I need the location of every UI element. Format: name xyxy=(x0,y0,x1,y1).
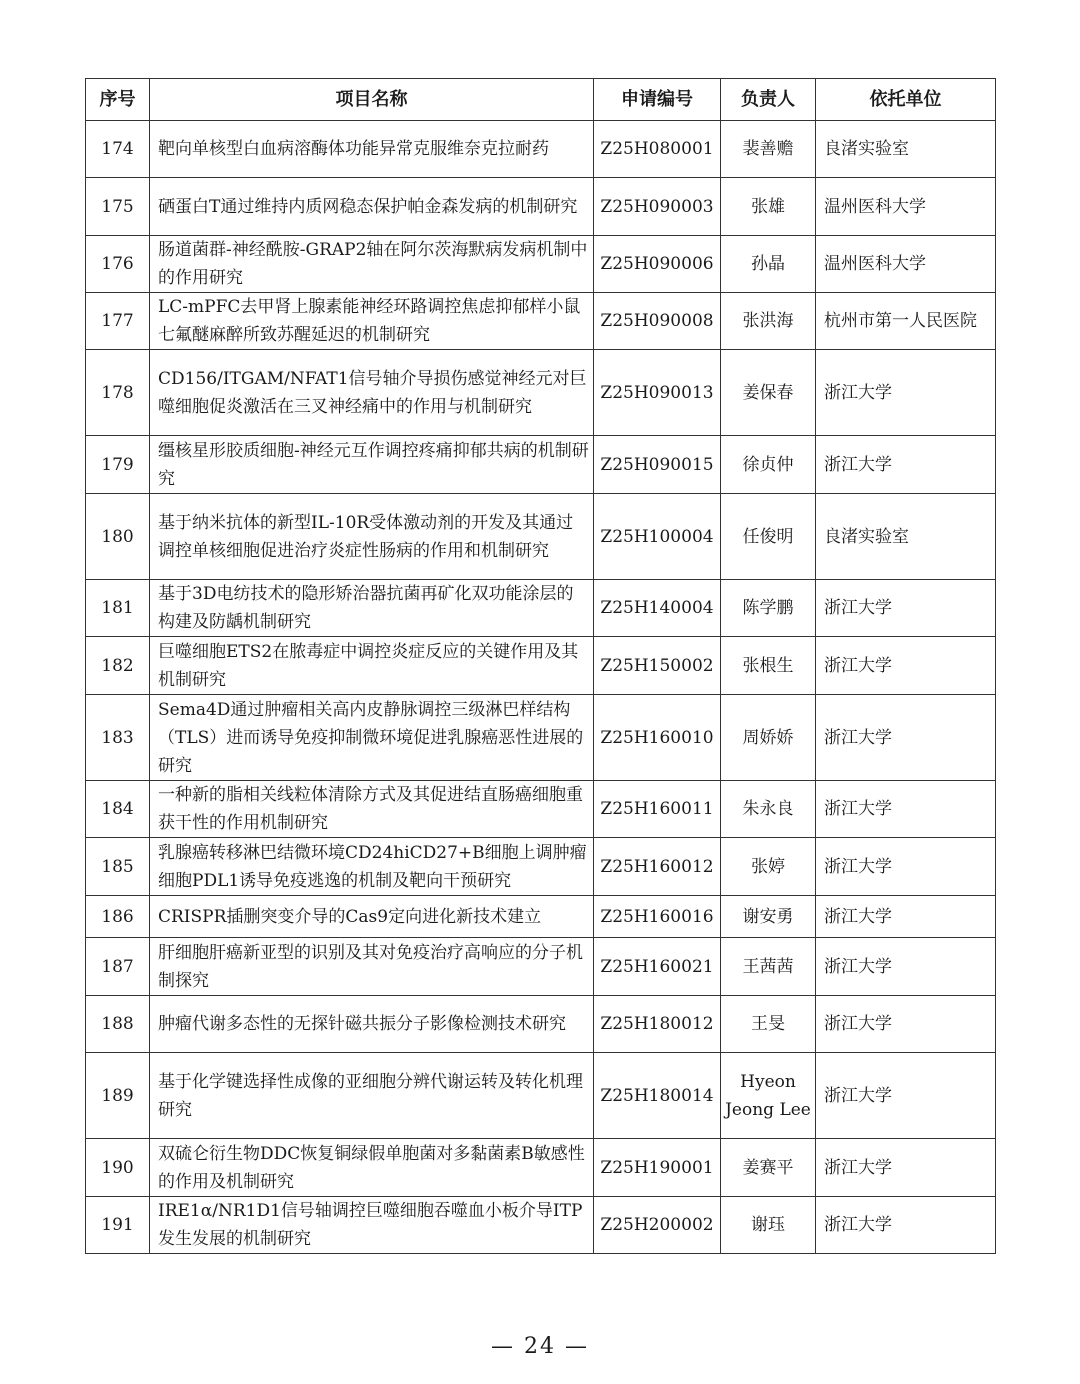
row-project-name: 基于化学键选择性成像的亚细胞分辨代谢运转及转化机理研究 xyxy=(150,1053,594,1139)
row-host-institution: 浙江大学 xyxy=(816,896,996,938)
row-principal-investigator: 张婷 xyxy=(721,838,816,896)
row-serial-number: 184 xyxy=(86,781,150,838)
row-host-institution: 温州医科大学 xyxy=(816,236,996,293)
row-project-name: 硒蛋白T通过维持内质网稳态保护帕金森发病的机制研究 xyxy=(150,178,594,236)
row-project-name: 一种新的脂相关线粒体清除方式及其促进结直肠癌细胞重获干性的作用机制研究 xyxy=(150,781,594,838)
table-row xyxy=(86,494,996,580)
row-principal-investigator: 陈学鹏 xyxy=(721,580,816,637)
row-host-institution: 浙江大学 xyxy=(816,350,996,436)
row-serial-number: 179 xyxy=(86,436,150,494)
row-principal-investigator: 朱永良 xyxy=(721,781,816,838)
row-host-institution: 浙江大学 xyxy=(816,838,996,896)
row-serial-number: 183 xyxy=(86,695,150,781)
row-principal-investigator: Hyeon Jeong Lee xyxy=(721,1053,816,1139)
row-principal-investigator: 张雄 xyxy=(721,178,816,236)
row-serial-number: 182 xyxy=(86,637,150,695)
row-project-name: 基于3D电纺技术的隐形矫治器抗菌再矿化双功能涂层的构建及防龋机制研究 xyxy=(150,580,594,637)
row-serial-number: 189 xyxy=(86,1053,150,1139)
row-host-institution: 良渚实验室 xyxy=(816,121,996,178)
row-serial-number: 191 xyxy=(86,1197,150,1254)
row-host-institution: 浙江大学 xyxy=(816,580,996,637)
header-principal-investigator: 负责人 xyxy=(721,79,816,121)
table-row xyxy=(86,236,996,293)
row-host-institution: 浙江大学 xyxy=(816,996,996,1053)
row-application-code: Z25H100004 xyxy=(594,494,721,580)
table-body xyxy=(86,121,996,1254)
row-serial-number: 176 xyxy=(86,236,150,293)
row-host-institution: 良渚实验室 xyxy=(816,494,996,580)
table-row xyxy=(86,996,996,1053)
row-application-code: Z25H090013 xyxy=(594,350,721,436)
row-principal-investigator: 裴善赡 xyxy=(721,121,816,178)
row-application-code: Z25H090006 xyxy=(594,236,721,293)
table-row xyxy=(86,637,996,695)
table-row xyxy=(86,350,996,436)
row-application-code: Z25H080001 xyxy=(594,121,721,178)
row-project-name: 乳腺癌转移淋巴结微环境CD24hiCD27+B细胞上调肿瘤细胞PDL1诱导免疫逃逸的机制及靶向干预研究 xyxy=(150,838,594,896)
row-principal-investigator: 谢珏 xyxy=(721,1197,816,1254)
row-host-institution: 浙江大学 xyxy=(816,1197,996,1254)
row-principal-investigator: 周娇娇 xyxy=(721,695,816,781)
row-principal-investigator: 王茜茜 xyxy=(721,938,816,996)
row-serial-number: 185 xyxy=(86,838,150,896)
row-project-name: 肿瘤代谢多态性的无探针磁共振分子影像检测技术研究 xyxy=(150,996,594,1053)
row-project-name: IRE1α/NR1D1信号轴调控巨噬细胞吞噬血小板介导ITP发生发展的机制研究 xyxy=(150,1197,594,1254)
row-principal-investigator: 任俊明 xyxy=(721,494,816,580)
row-application-code: Z25H180014 xyxy=(594,1053,721,1139)
row-serial-number: 174 xyxy=(86,121,150,178)
row-principal-investigator: 姜赛平 xyxy=(721,1139,816,1197)
row-serial-number: 180 xyxy=(86,494,150,580)
page-number: — 24 — xyxy=(491,1334,589,1359)
row-application-code: Z25H160021 xyxy=(594,938,721,996)
row-serial-number: 178 xyxy=(86,350,150,436)
row-principal-investigator: 姜保春 xyxy=(721,350,816,436)
row-serial-number: 188 xyxy=(86,996,150,1053)
table-row xyxy=(86,293,996,350)
row-project-name: Sema4D通过肿瘤相关高内皮静脉调控三级淋巴样结构（TLS）进而诱导免疫抑制微环境促进乳腺癌恶性进展的研究 xyxy=(150,695,594,781)
table-row xyxy=(86,938,996,996)
table-row xyxy=(86,896,996,938)
row-host-institution: 浙江大学 xyxy=(816,436,996,494)
row-serial-number: 187 xyxy=(86,938,150,996)
row-project-name: CD156/ITGAM/NFAT1信号轴介导损伤感觉神经元对巨噬细胞促炎激活在三叉神经痛中的作用与机制研究 xyxy=(150,350,594,436)
row-project-name: 肝细胞肝癌新亚型的识别及其对免疫治疗高响应的分子机制探究 xyxy=(150,938,594,996)
row-application-code: Z25H160016 xyxy=(594,896,721,938)
table-row xyxy=(86,436,996,494)
row-host-institution: 杭州市第一人民医院 xyxy=(816,293,996,350)
row-application-code: Z25H090003 xyxy=(594,178,721,236)
row-principal-investigator: 张根生 xyxy=(721,637,816,695)
row-application-code: Z25H140004 xyxy=(594,580,721,637)
grant-project-table xyxy=(85,78,996,1254)
row-principal-investigator: 谢安勇 xyxy=(721,896,816,938)
header-application-code: 申请编号 xyxy=(594,79,721,121)
row-host-institution: 浙江大学 xyxy=(816,695,996,781)
row-application-code: Z25H090008 xyxy=(594,293,721,350)
table-header-row xyxy=(86,79,996,121)
table-row xyxy=(86,121,996,178)
header-project-name: 项目名称 xyxy=(150,79,594,121)
row-project-name: 靶向单核型白血病溶酶体功能异常克服维奈克拉耐药 xyxy=(150,121,594,178)
table-row xyxy=(86,781,996,838)
row-host-institution: 浙江大学 xyxy=(816,1139,996,1197)
row-project-name: 双硫仑衍生物DDC恢复铜绿假单胞菌对多黏菌素B敏感性的作用及机制研究 xyxy=(150,1139,594,1197)
header-serial-number: 序号 xyxy=(86,79,150,121)
row-principal-investigator: 张洪海 xyxy=(721,293,816,350)
row-application-code: Z25H180012 xyxy=(594,996,721,1053)
row-project-name: 巨噬细胞ETS2在脓毒症中调控炎症反应的关键作用及其机制研究 xyxy=(150,637,594,695)
row-project-name: 肠道菌群-神经酰胺-GRAP2轴在阿尔茨海默病发病机制中的作用研究 xyxy=(150,236,594,293)
header-host-institution: 依托单位 xyxy=(816,79,996,121)
row-serial-number: 175 xyxy=(86,178,150,236)
table-row xyxy=(86,178,996,236)
table-row xyxy=(86,838,996,896)
row-serial-number: 177 xyxy=(86,293,150,350)
row-principal-investigator: 王旻 xyxy=(721,996,816,1053)
row-host-institution: 浙江大学 xyxy=(816,1053,996,1139)
row-application-code: Z25H160011 xyxy=(594,781,721,838)
row-project-name: CRISPR插删突变介导的Cas9定向进化新技术建立 xyxy=(150,896,594,938)
row-project-name: LC-mPFC去甲肾上腺素能神经环路调控焦虑抑郁样小鼠七氟醚麻醉所致苏醒延迟的机制研究 xyxy=(150,293,594,350)
row-host-institution: 浙江大学 xyxy=(816,637,996,695)
row-serial-number: 186 xyxy=(86,896,150,938)
row-serial-number: 181 xyxy=(86,580,150,637)
table-row xyxy=(86,1053,996,1139)
row-host-institution: 温州医科大学 xyxy=(816,178,996,236)
row-application-code: Z25H160010 xyxy=(594,695,721,781)
row-application-code: Z25H090015 xyxy=(594,436,721,494)
row-application-code: Z25H200002 xyxy=(594,1197,721,1254)
row-application-code: Z25H160012 xyxy=(594,838,721,896)
row-host-institution: 浙江大学 xyxy=(816,781,996,838)
row-application-code: Z25H150002 xyxy=(594,637,721,695)
table-row xyxy=(86,695,996,781)
table-row xyxy=(86,580,996,637)
row-principal-investigator: 孙晶 xyxy=(721,236,816,293)
row-project-name: 缰核星形胶质细胞-神经元互作调控疼痛抑郁共病的机制研究 xyxy=(150,436,594,494)
table-row xyxy=(86,1139,996,1197)
row-project-name: 基于纳米抗体的新型IL-10R受体激动剂的开发及其通过调控单核细胞促进治疗炎症性肠病的作用和机制研究 xyxy=(150,494,594,580)
row-principal-investigator: 徐贞仲 xyxy=(721,436,816,494)
row-host-institution: 浙江大学 xyxy=(816,938,996,996)
row-serial-number: 190 xyxy=(86,1139,150,1197)
table-row xyxy=(86,1197,996,1254)
row-application-code: Z25H190001 xyxy=(594,1139,721,1197)
